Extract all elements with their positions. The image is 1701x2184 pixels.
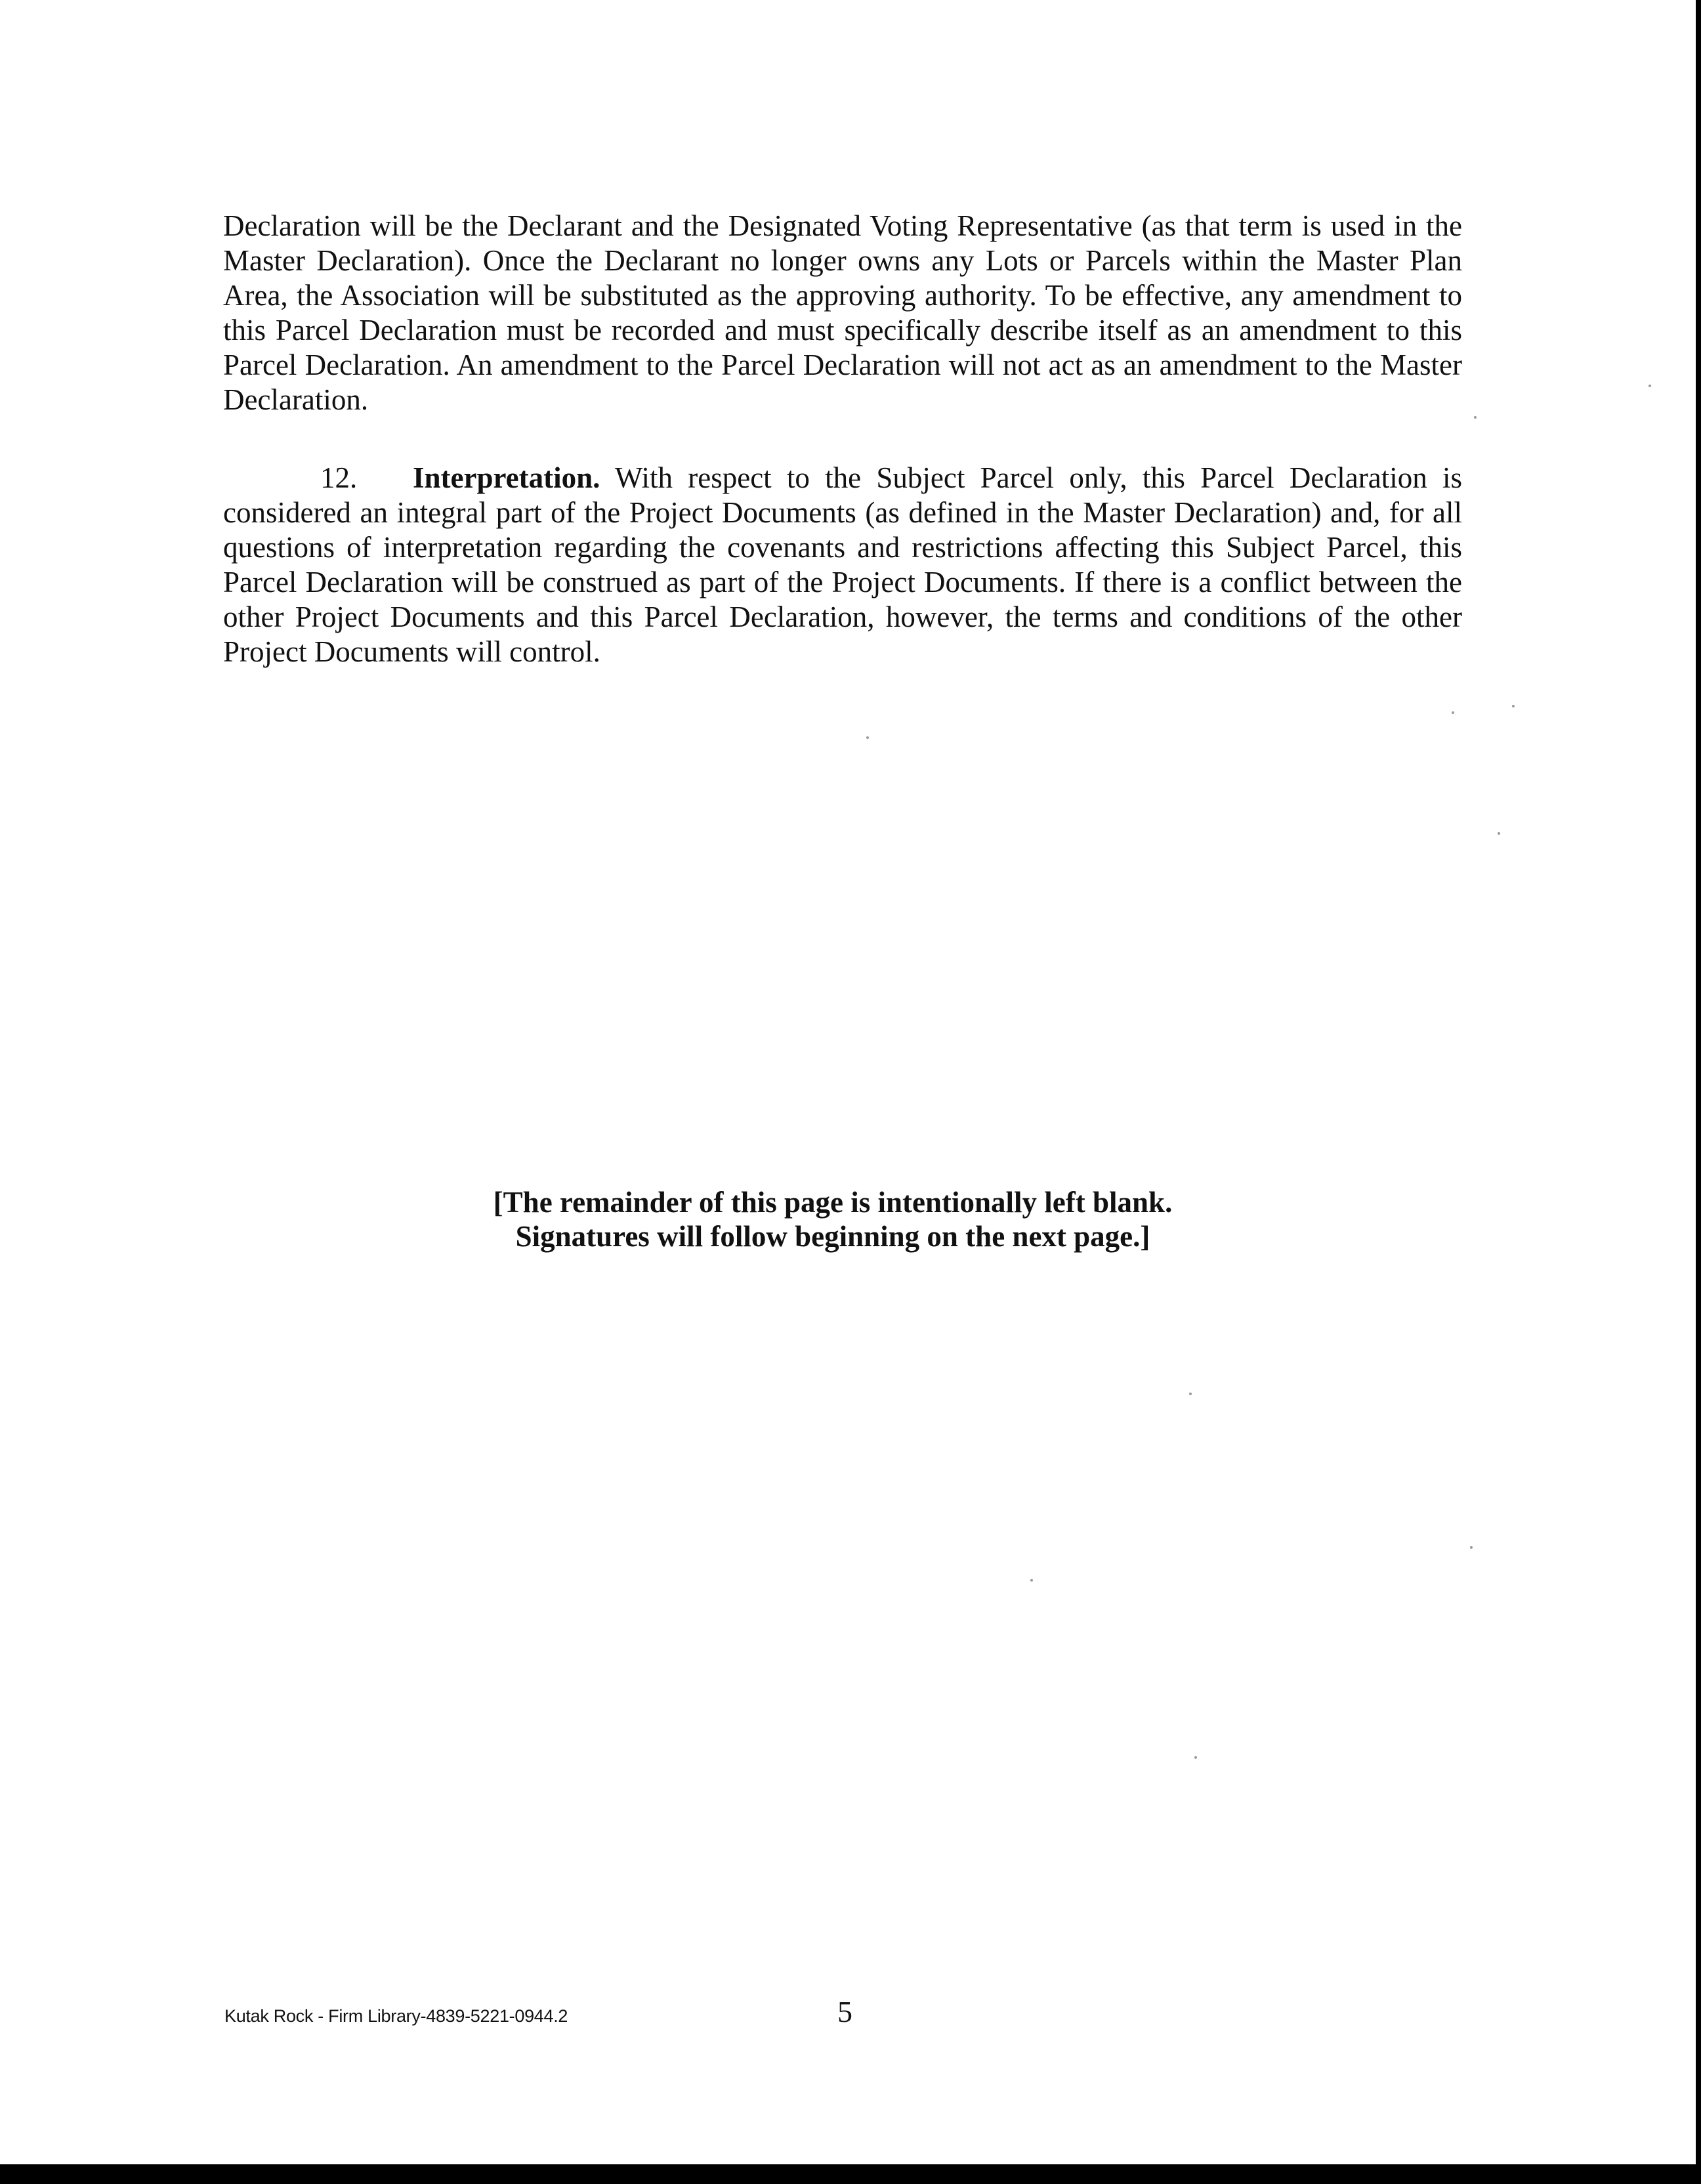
scan-speck [1512, 705, 1515, 707]
blank-notice-line-1: [The remainder of this page is intentionally left blank. [493, 1186, 1173, 1219]
paragraph-amendment-approval: Declaration will be the Declarant and the Designated Voting Representative (as that term is used in the Master Declaration). Once the Declarant no longer owns any Lots or Parcels within the Master Plan Area, the Association will be substituted as the approving authority. To be effective, any amendment to this Parcel Declaration must be recorded and must specifically describe itself as an amendment to this Parcel Declaration. An amendment to the Parcel Declaration will not act as an amendment to the Master Declaration. [223, 209, 1462, 416]
footer-document-id: Kutak Rock - Firm Library-4839-5221-0944.2 [224, 2006, 568, 2026]
blank-notice-line-2: Signatures will follow beginning on the next page.] [515, 1220, 1150, 1253]
scan-speck [1474, 416, 1477, 419]
scan-edge-bottom [0, 2164, 1701, 2184]
scan-speck [1030, 1579, 1033, 1582]
scan-speck [1498, 832, 1500, 835]
intentionally-blank-notice [394, 1185, 1272, 1253]
section-body: With respect to the Subject Parcel only, this Parcel Declaration is considered an integral part of the Project Documents (as defined in the Master Declaration) and, for all questions of interpretation regarding the covenants and restrictions affecting this Subject Parcel, this Parcel Declaration will be construed as part of the Project Documents. If there is a conflict between the other Project Documents and this Parcel Declaration, however, the terms and conditions of the other Project Documents will control. [223, 461, 1462, 668]
scan-speck [1470, 1546, 1473, 1549]
scan-speck [1194, 1756, 1197, 1759]
scan-speck [866, 736, 869, 739]
page-number: 5 [837, 1995, 852, 2028]
section-12-interpretation [223, 461, 1462, 669]
section-heading: Interpretation. [413, 461, 600, 494]
scan-speck [1648, 385, 1651, 387]
scan-edge-right [1696, 0, 1701, 2184]
scan-speck [1452, 711, 1454, 714]
scan-speck [1189, 1393, 1192, 1395]
section-number: 12. [320, 461, 358, 494]
